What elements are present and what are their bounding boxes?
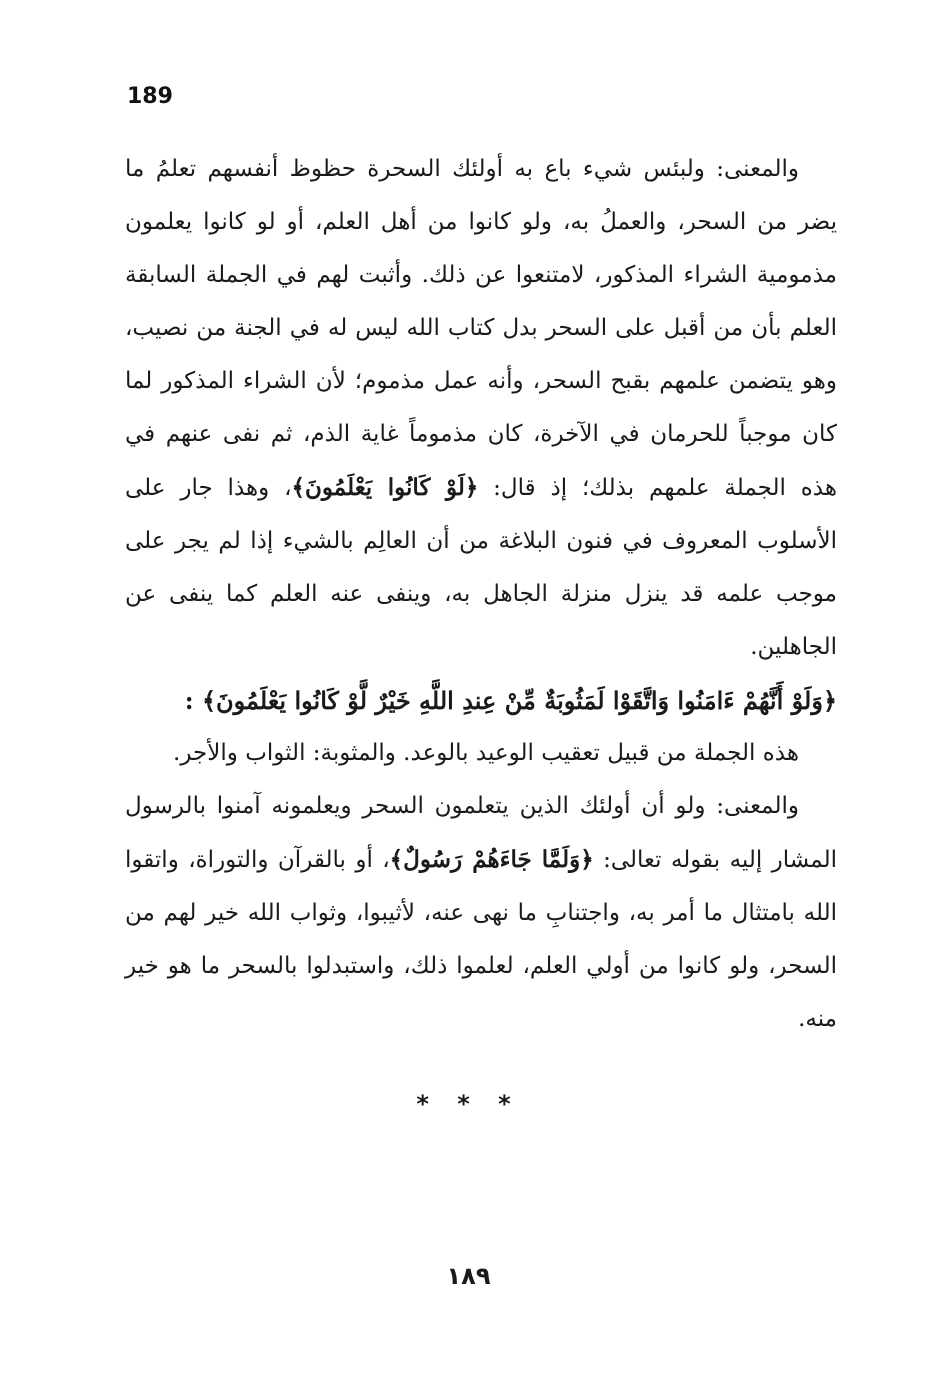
paragraph-text: ، أو بالقرآن والتوراة، واتقوا الله بامتثال ما أمر به، واجتنابِ ما نهى عنه، لأثيبوا، وثواب الله خير لهم من السحر، ولو كانوا من أولي العلم، لعلموا ذلك، واستبدلوا بالسحر ما هو خير منه. [125,847,837,1032]
section-separator: * * * [416,1090,521,1118]
paragraph-text: والمعنى: ولبئس شيء باع به أولئك السحرة حظوظ أنفسهم تعلمُ ما يضر من السحر، والعملُ به، ولو كانوا من أهل العلم، أو لو كانوا يعلمون مذمومية الشراء المذكور، لامتنعوا عن ذلك. وأثبت لهم في الجملة السابقة العلم بأن من أقبل على السحر بدل كتاب الله ليس له في الجنة من نصيب، وهو يتضمن علمهم بقبح السحر، وأنه عمل مذموم؛ لأن الشراء المذكور لما كان موجباً للحرمان في الآخرة، كان مذموماً غاية الذم، ثم نفى عنهم في هذه الجملة علمهم بذلك؛ إذ قال: [125,156,838,501]
paragraph-explanation: هذه الجملة من قبيل تعقيب الوعيد بالوعد. والمثوبة: الثواب والأجر. [173,740,799,766]
verse-heading: ﴿وَلَوْ أَنَّهُمْ ءَامَنُوا وَاتَّقَوْا لَمَثُوبَةٌ مِّنْ عِندِ اللَّهِ خَيْرٌ لَّوْ كَانُوا يَعْلَمُونَ﴾ : [184,686,837,715]
body-text [125,143,837,1046]
page-number-bottom: ١٨٩ [446,1262,491,1290]
quran-quote: ﴿لَوْ كَانُوا يَعْلَمُونَ﴾ [291,474,479,501]
paragraph-text: والمعنى: ولو أن أولئك الذين يتعلمون السحر ويعلمونه آمنوا بالرسول المشار إليه بقوله تعالى: [125,793,838,873]
paragraph-meaning-2 [125,780,837,1046]
paragraph-meaning-1 [125,143,837,674]
quran-quote: ﴿وَلَمَّا جَاءَهُمْ رَسُولٌ﴾ [389,846,594,873]
page-number-top: 189 [127,84,173,109]
paragraph-text: ، وهذا جار على الأسلوب المعروف في فنون البلاغة من أن العالِم بالشيء إذا لم يجر على موجب علمه قد ينزل منزلة الجاهل به، وينفى عنه العلم كما ينفى عن الجاهلين. [125,475,837,660]
